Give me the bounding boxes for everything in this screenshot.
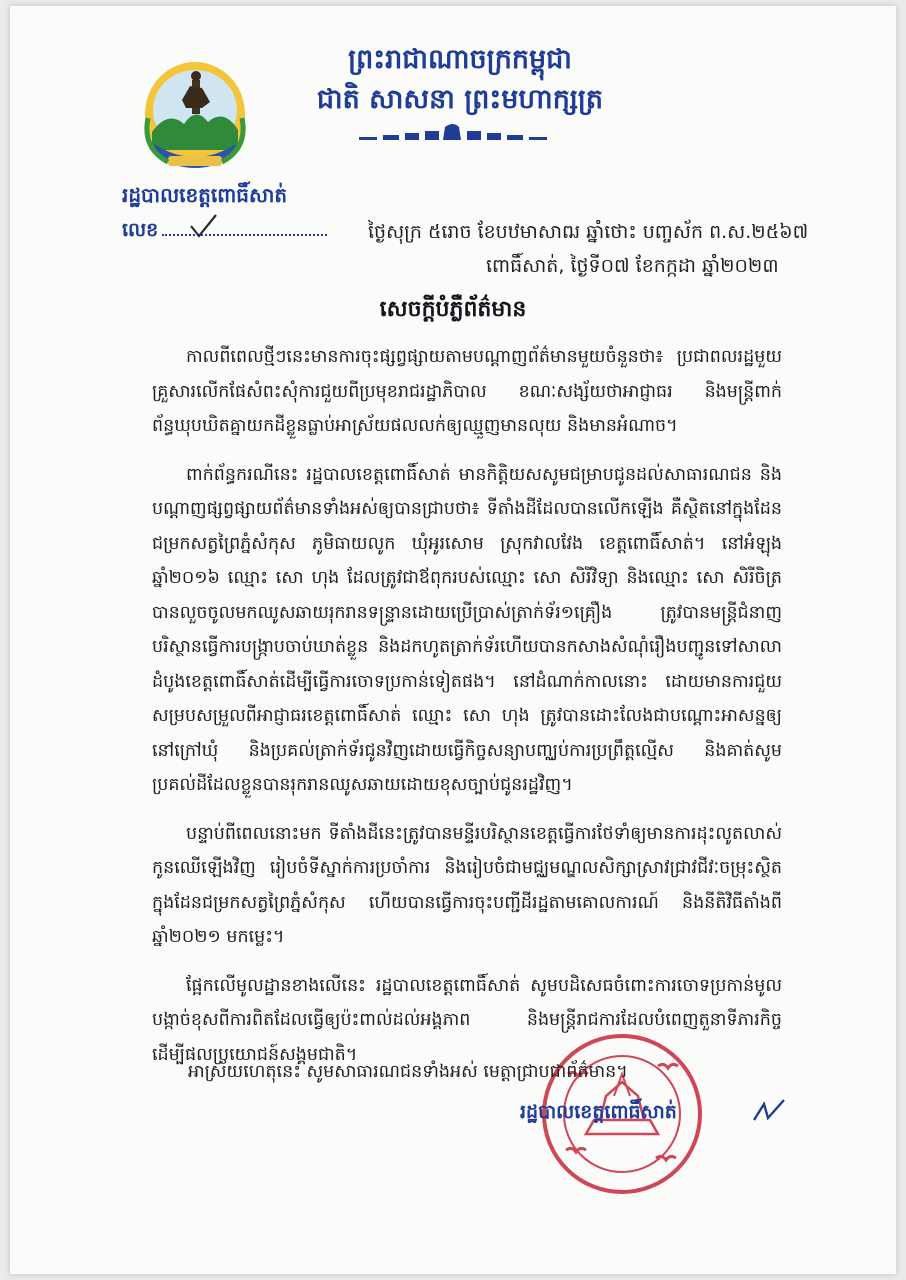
- closing-sentence: អាស្រ័យហេតុនេះ សូមសាធារណជនទាំងអស់ មេត្តាជ្រាបជាព័ត៌មាន។: [188, 1062, 628, 1082]
- solar-date: ពោធិ៍សាត់, ថ្ងៃទី០៧ ខែកក្កដា ឆ្នាំ២០២៣: [486, 255, 779, 277]
- national-motto: ជាតិ សាសនា ព្រះមហាក្សត្រ: [316, 84, 604, 115]
- signature: [750, 1096, 790, 1126]
- reference-number-row: [122, 218, 327, 246]
- kingdom-header: [300, 40, 620, 120]
- signer-authority: រដ្ឋបាលខេត្តពោធិ៍សាត់: [520, 1101, 677, 1123]
- checkmark-icon: [188, 212, 218, 240]
- reference-label: លេខ: [122, 219, 159, 241]
- paragraph-4: ផ្អែកលើមូលដ្ឋានខាងលើនេះ រដ្ឋបាលខេត្តពោធិ៍សាត់ សូមបដិសេធចំពោះការចោទប្រកាន់មូលបង្កាច់ខុសពីការពិតដែលធ្វើឲ្យប៉ះពាល់ដល់អង្គភាព និងមន្ត្រីរាជការដែលបំពេញតួនាទីភារកិច្ចដើម្បីផលប្រយោជន៍សង្គមជាតិ។: [152, 975, 782, 1065]
- paragraph-2: ពាក់ព័ន្ធករណីនេះ រដ្ឋបាលខេត្តពោធិ៍សាត់ មានកិត្តិយសសូមជម្រាបជូនដល់សាធារណជន និងបណ្តាញផ្សព្វផ្សាយព័ត៌មានទាំងអស់ឲ្យបានជ្រាបថា៖ ទីតាំងដីដែលបានលើកឡើង គឺស្ថិតនៅក្នុងដែនជម្រកសត្វព្រៃភ្នំសំកុស ភូមិធាយលូក ឃុំអូរសោម ស្រុកវាលវែង ខេត្តពោធិ៍សាត់។ នៅអំឡុងឆ្នាំ២០១៦ ឈ្មោះ សោ ហុង ដែលត្រូវជាឪពុករបស់ឈ្មោះ សោ សិរីវិទ្យា និងឈ្មោះ សោ សិរីចិត្រ បានលួចចូលមកឈូសឆាយរុករានទន្ទ្រានដោយប្រើប្រាស់ត្រាក់ទ័រ១គ្រឿង ត្រូវបានមន្ត្រីជំនាញបរិស្ថានធ្វើការបង្ក្រាបចាប់ឃាត់ខ្លួន និងដកហូតត្រាក់ទ័រហើយបានកសាងសំណុំរឿងបញ្ជូនទៅសាលាដំបូងខេត្តពោធិ៍សាត់ដើម្បីធ្វើការចោទប្រកាន់ទៀតផង។ នៅដំណាក់កាលនោះ ដោយមានការជួយសម្របសម្រួលពីអាជ្ញាធរខេត្តពោធិ៍សាត់ ឈ្មោះ សោ ហុង ត្រូវបានដោះលែងជាបណ្តោះអាសន្នឲ្យនៅក្រៅឃុំ និងប្រគល់ត្រាក់ទ័រជូនវិញដោយធ្វើកិច្ចសន្យាបញ្ឈប់ការប្រព្រឹត្តល្មើស និងគាត់សូមប្រគល់ដីដែលខ្លួនបានរុករានឈូសឆាយដោយខុសច្បាប់ជូនរដ្ឋវិញ។: [152, 464, 782, 795]
- document-title: សេចក្តីបំភ្លឺព័ត៌មាន: [379, 297, 527, 322]
- kingdom-name: ព្រះរាជាណាចក្រកម្ពុជា: [348, 44, 572, 75]
- decorative-ornament: [355, 123, 565, 143]
- paragraph-1: កាលពីពេលថ្មីៗនេះមានការចុះផ្សព្វផ្សាយតាមបណ្តាញព័ត៌មានមួយចំនួនថា៖ ប្រជាពលរដ្ឋមួយគ្រួសារលើកផែសំពះសុំការជួយពីប្រមុខរាជរដ្ឋាភិបាល ខណៈសង្ស័យថាអាជ្ញាធរ និងមន្ត្រីពាក់ព័ន្ធឃុបឃិតគ្នាយកដីខ្លួនធ្លាប់អាស្រ័យផលលក់ឲ្យឈ្មួញមានលុយ និងមានអំណាច។: [152, 347, 782, 436]
- lunar-date: ថ្ងៃសុក្រ ៥រោច ខែបឋមាសាឍ ឆ្នាំថោះ បញ្ចស័ក ព.ស.២៥៦៧: [368, 221, 809, 243]
- paragraph-3: បន្ទាប់ពីពេលនោះមក ទីតាំងដីនេះត្រូវបានមន្ទីរបរិស្ថានខេត្តធ្វើការថែទាំឲ្យមានការដុះលូតលាស់កូនឈើឡើងវិញ រៀបចំទីស្នាក់ការប្រចាំការ និងរៀបចំជាមជ្ឈមណ្ឌលសិក្សាស្រាវជ្រាវជីវៈចម្រុះស្ថិតក្នុងដែនជម្រកសត្វព្រៃភ្នំសំកុស ហើយបានធ្វើការចុះបញ្ជីដីរដ្ឋតាមគោលការណ៍ និងនីតិវិធីតាំងពីឆ្នាំ២០២១ មកម្លេះ។: [152, 823, 782, 947]
- provincial-emblem-logo: [138, 58, 252, 176]
- issuing-authority: រដ្ឋបាលខេត្តពោធិ៍សាត់: [122, 183, 288, 207]
- reference-dotted-line: [162, 218, 327, 236]
- document-body: [152, 340, 782, 1086]
